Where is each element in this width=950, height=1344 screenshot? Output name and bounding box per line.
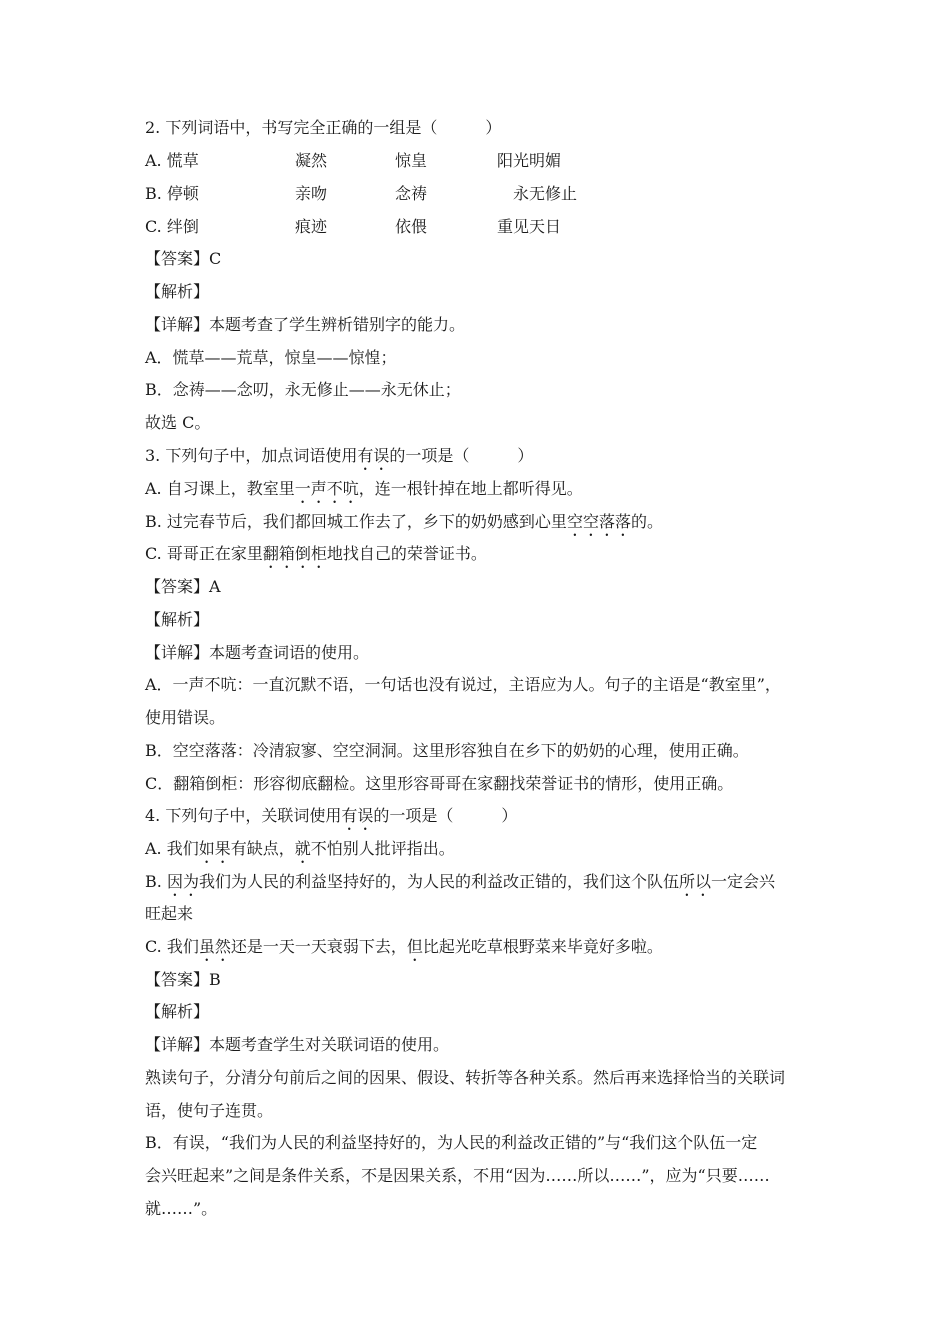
q4-analysis: 【解析】 [145, 1002, 210, 1021]
q4-stem-dotted: 有误 [341, 806, 374, 825]
q4-option-a-text: 不怕别人批评指出。 [310, 839, 455, 858]
q4-option-b-text: 一定会兴 [710, 872, 775, 891]
q3-option-c-pre: C. 哥哥正在家里 [145, 544, 263, 563]
q4-option-b-text: 我们为人民的利益坚持好的，为人民的利益改正错的，我们这个队伍 [198, 872, 679, 891]
q4-option-b-cont: 旺起来 [145, 904, 194, 923]
q3-stem-dotted: 有误 [357, 446, 390, 465]
q4-option-c-text: 比起光吃草根野菜来毕竟好多啦。 [422, 937, 663, 956]
q3-option-b-post: 的。 [630, 512, 663, 531]
q4-option-a-dotted: 如果 [198, 839, 231, 858]
q3-option-b-pre: B. 过完春节后，我们都回城工作去了，乡下的奶奶感到心里 [145, 512, 567, 531]
q2-option-c-w2: 痕迹 [295, 217, 328, 236]
q4-option-a-dotted: 就 [294, 839, 311, 858]
q2-option-c [145, 216, 745, 238]
q4-option-c-dotted: 虽然 [198, 937, 231, 956]
q2-option-c-w3: 依偎 [395, 217, 428, 236]
q2-detail: 【详解】本题考查了学生辨析错别字的能力。 [145, 315, 466, 334]
q4-detail-line: 熟读句子，分清分句前后之间的因果、假设、转折等各种关系。然后再来选择恰当的关联词 [145, 1068, 786, 1087]
q4-option-b-text: B. [145, 872, 167, 891]
q4-answer: 【答案】B [145, 970, 221, 989]
q2-option-b-w2: 亲吻 [295, 184, 328, 203]
q4-option-c-text: 还是一天一天衰弱下去， [230, 937, 407, 956]
q3-detail-line: A．一声不吭：一直沉默不语，一句话也没有说过，主语应为人。句子的主语是“教室里”， [145, 675, 781, 694]
q2-option-b-w4: 永无修止 [513, 184, 578, 203]
q4-option-b [145, 871, 775, 900]
q4-stem-post: 的一项是（ ） [373, 806, 518, 825]
q4-option-b-dotted: 因为 [166, 872, 199, 891]
q4-option-c-dotted: 但 [406, 937, 423, 956]
q3-stem-post: 的一项是（ ） [389, 446, 534, 465]
q4-option-c-text: C. 我们 [145, 937, 199, 956]
q4-detail: 【详解】本题考查学生对关联词语的使用。 [145, 1035, 450, 1054]
q3-option-a-post: ，连一根针掉在地上都听得见。 [358, 479, 583, 498]
q2-option-c-label: C. 绊倒 [145, 217, 199, 236]
q4-stem-pre: 4. 下列句子中，关联词使用 [145, 806, 342, 825]
q4-detail-line: 会兴旺起来”之间是条件关系，不是因果关系，不用“因为……所以……”，应为“只要…… [145, 1166, 770, 1185]
q2-option-c-w4: 重见天日 [497, 217, 562, 236]
q4-detail-line: 就……”。 [145, 1199, 218, 1218]
q3-analysis: 【解析】 [145, 610, 210, 629]
q4-option-b-dotted: 所以 [678, 872, 711, 891]
q3-detail-line: C．翻箱倒柜：形容彻底翻检。这里形容哥哥在家翻找荣誉证书的情形，使用正确。 [145, 774, 734, 793]
q3-option-a-pre: A. 自习课上，教室里 [145, 479, 295, 498]
q3-option-a-dotted: 一声不吭 [294, 479, 359, 498]
q2-stem: 2. 下列词语中，书写完全正确的一组是（ ） [145, 118, 502, 137]
q3-option-b [145, 511, 663, 540]
q4-option-a [145, 838, 455, 867]
q2-option-a-w4: 阳光明媚 [497, 151, 562, 170]
q2-option-b-label: B. 停顿 [145, 184, 199, 203]
q3-stem-pre: 3. 下列句子中，加点词语使用 [145, 446, 358, 465]
q3-detail-line: B．空空落落：冷清寂寥、空空洞洞。这里形容独自在乡下的奶奶的心理，使用正确。 [145, 741, 749, 760]
q2-option-b [145, 183, 745, 205]
q2-option-a [145, 150, 745, 172]
q2-option-a-w3: 惊皇 [395, 151, 428, 170]
q3-stem [145, 445, 533, 474]
q3-option-c [145, 543, 487, 572]
q4-option-a-text: 有缺点， [230, 839, 295, 858]
q4-option-c [145, 936, 663, 965]
q2-detail-line: B．念祷——念叨，永无修止——永无休止； [145, 380, 461, 399]
q2-detail-line: 故选 C。 [145, 413, 211, 432]
q4-stem [145, 805, 517, 834]
q3-detail: 【详解】本题考查词语的使用。 [145, 643, 370, 662]
q3-option-c-dotted: 翻箱倒柜 [262, 544, 327, 563]
q2-detail-line: A．慌草——荒草，惊皇——惊惶； [145, 348, 397, 367]
q4-detail-line: 语，使句子连贯。 [145, 1101, 274, 1120]
q4-detail-line: B．有误，“我们为人民的利益坚持好的，为人民的利益改正错的”与“我们这个队伍一定 [145, 1133, 758, 1152]
q4-option-a-text: A. 我们 [145, 839, 199, 858]
q3-option-c-post: 地找自己的荣誉证书。 [326, 544, 487, 563]
q2-answer: 【答案】C [145, 249, 222, 268]
q2-option-a-label: A. 慌草 [145, 151, 199, 170]
q2-option-a-w2: 凝然 [295, 151, 328, 170]
q2-analysis: 【解析】 [145, 282, 210, 301]
q3-answer: 【答案】A [145, 577, 221, 596]
q3-option-b-dotted: 空空落落 [566, 512, 631, 531]
q2-option-b-w3: 念祷 [395, 184, 428, 203]
q3-option-a [145, 478, 583, 507]
q3-detail-line: 使用错误。 [145, 708, 226, 727]
